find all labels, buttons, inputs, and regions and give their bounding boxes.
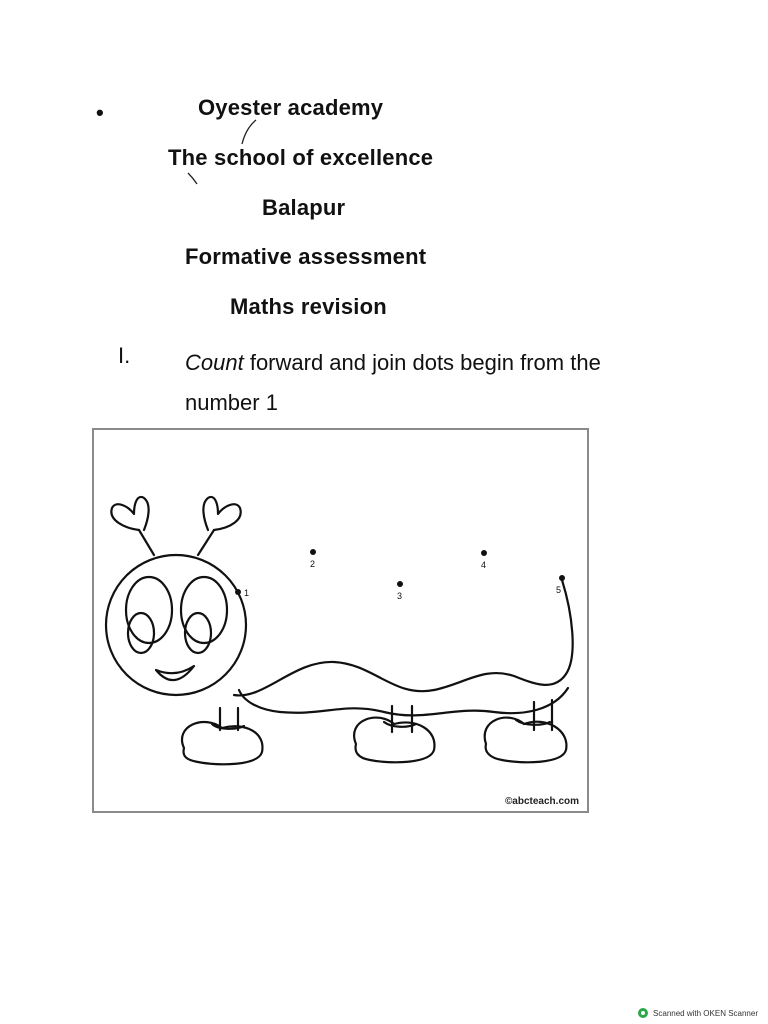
pen-marks <box>0 0 768 240</box>
mouth <box>156 666 194 680</box>
dot-label-4: 4 <box>481 560 487 570</box>
dot-label-1: 1 <box>244 588 250 598</box>
dot-5 <box>559 575 565 581</box>
school-location: Balapur <box>262 195 346 220</box>
eye-right-pupil <box>185 613 211 653</box>
question-rest: forward and join dots begin from the number 1 <box>185 350 601 415</box>
dot-label-3: 3 <box>397 591 403 601</box>
dot-1 <box>235 589 241 595</box>
school-name: Oyester academy <box>198 95 384 120</box>
question-number: I. <box>118 343 131 368</box>
dot-3 <box>397 581 403 587</box>
dot-to-dot-worksheet <box>92 428 589 813</box>
dot-label-5: 5 <box>556 585 562 595</box>
pen-stroke-1 <box>242 120 256 144</box>
school-tagline: The school of excellence <box>168 145 434 170</box>
antenna-right-tip <box>203 497 240 530</box>
antenna-right <box>198 530 214 555</box>
leg-2 <box>392 706 412 732</box>
scanner-text: Scanned with OKEN Scanner <box>653 1008 758 1018</box>
dot-label-2: 2 <box>310 559 316 569</box>
eye-left-outer <box>126 577 172 643</box>
dot-2 <box>310 549 316 555</box>
question-text <box>185 343 665 423</box>
bullet-mark: • <box>96 100 104 125</box>
antenna-left <box>139 530 154 555</box>
question-emphasis: Count <box>185 350 244 375</box>
assessment-title: Formative assessment <box>185 244 427 269</box>
scanner-logo-icon <box>638 1008 648 1018</box>
body-outline <box>234 580 573 695</box>
caterpillar-drawing <box>94 430 587 811</box>
pen-stroke-2 <box>188 173 197 184</box>
subject-title: Maths revision <box>230 294 387 319</box>
dot-4 <box>481 550 487 556</box>
body-underside <box>239 688 568 715</box>
eye-right-outer <box>181 577 227 643</box>
antenna-left-tip <box>111 497 148 530</box>
scanner-watermark <box>638 1008 758 1018</box>
copyright-credit: ©abcteach.com <box>504 796 579 807</box>
shoe-2 <box>354 718 434 763</box>
